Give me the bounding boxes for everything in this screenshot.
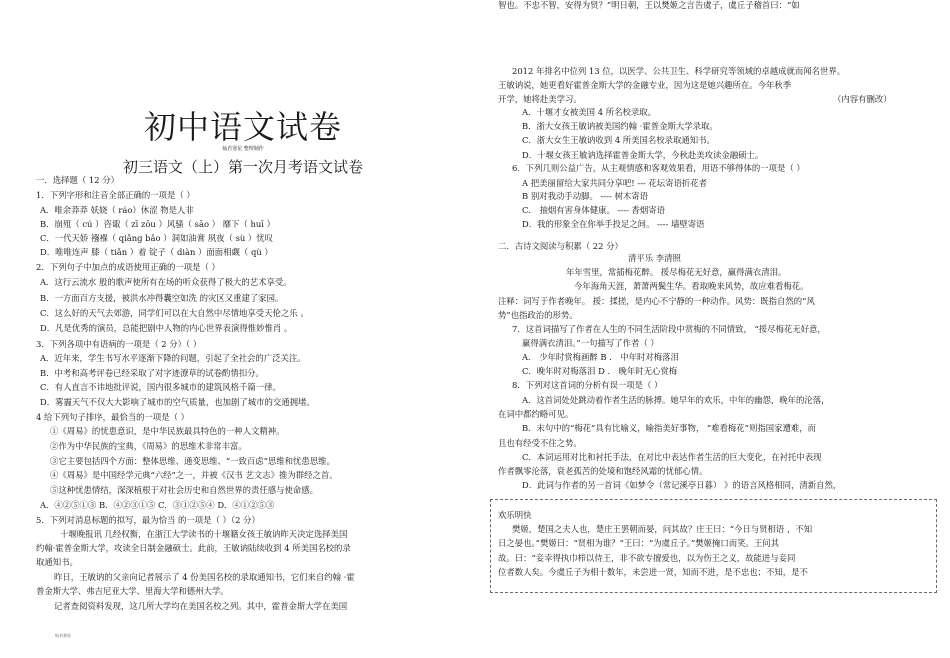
left-text-line: 约翰·霍普金斯大学，攻读全日制金融硕士。此前，王敏讷陆续收到 4 所美国名校的录 [36, 543, 351, 553]
right-text-line: 注释：词写于作者晚年。 挼：揉搓，是内心不宁静的一种动作。风势：既指自然的“风 [498, 296, 815, 306]
left-text-line: A．唯余莽莽 妖娆（ ráo）休涩 物是人非 [40, 205, 194, 215]
left-text-line: 记者查阅资料发现，这几所大学均在美国名校之列。其中，霍普金斯大学在美国 [54, 601, 348, 611]
right-text-line: A． 少年时赏梅画醉 B ． 中年时对梅落泪 [522, 352, 679, 362]
right-text-line: （内容有删改） [833, 94, 892, 104]
left-text-line: D．凡是优秀的演员，总能把剧中人物的内心世界表演得惟妙惟肖 。 [40, 323, 293, 333]
right-text-line: C．浙大女生王敏讷收到 4 所美国名校录取通知书。 [522, 135, 715, 145]
right-text-line: 欢乐明快 [498, 510, 532, 520]
right-text-line: D．十堰女孩王敏讷选择霍普金斯大学，今秋赴美攻读金融硕士。 [522, 150, 764, 160]
right-text-line: 势”也指政治的形势。 [498, 310, 578, 320]
right-text-line: 2012 年排名中位列 13 位，以医学、公共卫生、科学研究等领域的卓越成就而闻名世界。 [512, 66, 846, 76]
left-text-line: 十堰晚报讯 几经权衡，在浙江大学读书的十堰籍女孩王敏讷昨天决定选择美国 [60, 529, 348, 539]
left-text-line: 取通知书。 [36, 557, 78, 567]
right-text-line: 智也。不忠不智，安得为贤？”明日朝，王以樊姬之言告虞子，虞丘子稽首曰：“如 [498, 0, 800, 10]
right-text-line: D．我的形象全在你举手投足之间。 ---- 墙壁寄语 [522, 219, 705, 229]
left-text-line: C．有人直言不讳地批评说，国内很多城市的建筑风格千篇一律。 [40, 382, 281, 392]
right-text-line: 6．下列几则公益广告，从主观情感和客观效果看，用语不够得体的一项是（ ） [512, 163, 805, 173]
right-text-line: 赢得满衣清泪。”一句描写了作者（ ） [522, 338, 659, 348]
left-text-line: A．近年来，学生书写水平逐渐下降的问题，引起了全社会的广泛关注。 [40, 353, 306, 363]
right-text-line: 且也有经受不住之势。 [498, 438, 582, 448]
left-column [18, 0, 468, 658]
right-text-line: C．晚年时对梅落泪 D ． 晚年时无心赏梅 [522, 366, 678, 376]
right-text-line: 今年海角天涯，萧萧两鬓生华。看取晚来风势，故应难看梅花。 [574, 281, 809, 291]
right-text-line: 在词中都约略可见。 [498, 409, 574, 419]
left-text-line: 4 给下列句子排序，最恰当的一项是（ ） [36, 412, 190, 422]
right-text-line: 作者飘零沦落，衰老孤苦的处境和饱经风霜的忧郁心情。 [498, 466, 708, 476]
right-text-line: 王敏讷说，她更看好霍普金斯大学的金融专业，因为这是她兴趣所在。今年秋季 [498, 80, 792, 90]
right-text-line: A．十堰才女被美国 4 所名校录取。 [522, 107, 656, 117]
right-text-line: B．末句中的“梅花”具有比喻义，喻指美好事物， “难看梅花”则指国家遭难，而 [522, 423, 816, 433]
left-text-line: 3．下列各项中有语病的一项是（ 2 分）（ ） [36, 339, 202, 349]
left-text-line: B．一方面百方支援，被洪水冲得囊空如洗 的灾区又重建了家园。 [40, 293, 284, 303]
left-text-line: B．崩殂（ cú ）咨诹（ zī zōu ）风骚（ sāo ） 靡下（ huī ） [40, 219, 275, 229]
right-text-line: 7．这首词描写了作者在人生的不同生活阶段中赏梅的不同情致， “挼尽梅花无好意， [512, 324, 826, 334]
right-text-line: 8．下列对这首词的分析有误一项是（ ） [512, 380, 663, 390]
left-text-line: B．中考和高考评卷已经采取了对字迹潦草的试卷酌情扣分。 [40, 368, 264, 378]
right-text-line: 清平乐 李清照 [628, 253, 681, 263]
left-text-line: A．这行云流水 般的歌声使所有在场的听众获得了极大的艺术享受。 [40, 277, 292, 287]
left-text-line: ⑤这种忧患情结，深深植根于对社会历史和自然世界的责任感与使命感。 [50, 485, 318, 495]
left-text-line: 1．下列字形和注音全部正确的一项是（ ） [36, 190, 195, 200]
left-text-line: ①《周易》的忧患意识，是中华民族最具特色的一种人文精神。 [50, 426, 285, 436]
left-text-line: 5．下列对消息标题的拟写，最为恰当 的一项是（ ）（2 分） [36, 515, 260, 525]
left-text-line: D．雾霾天气不仅大大影响了城市的空气质量，也加剧了城市的交通拥堵。 [40, 397, 315, 407]
left-text-line: ④《周易》是中国经学元典“六经”之一，并被《汉书 艺文志》推为群经之首。 [50, 470, 338, 480]
credits-line: 灿若寒星 整理制作 [222, 146, 264, 152]
left-text-line: 昨日，王敏讷的父亲向记者展示了 4 份美国名校的录取通知书，它们来自约翰 ·霍 [54, 572, 355, 582]
right-text-line: 樊姬，楚国之夫人也，楚庄王罢朝而晏，问其故？庄王曰：“今日与贤相语 ，不知 [512, 524, 813, 534]
left-text-line: 2．下列句子中加点的成语使用正确的一项是（ ） [36, 262, 220, 272]
right-text-line: 日之晏也。”樊姬曰：“贤相为谁？”王曰：“为虞丘子。”樊姬掩口而笑。王问其 [498, 538, 780, 548]
right-text-line: D．此词与作者的另一首词《如梦令（常记溪亭日暮） 》的语言风格相同，清新自然， [522, 480, 842, 490]
right-text-line: 开学，她将赴美学习。 [498, 94, 582, 104]
page-title: 初中语文试卷 [143, 108, 342, 146]
left-text-line: C．这么好的天气去郊游，同学们可以在大自然中尽情地享受天伦之乐 。 [40, 308, 309, 318]
right-text-line: A 把美丽留给大家共同分享吧! --- 花坛寄语折花者 [522, 178, 708, 188]
right-text-line: B 别对我动手动脚。 ---- 树木寄语 [522, 191, 648, 201]
right-text-line: 故。曰：“妾幸得执巾栉以侍王，非不欲专擅爱也，以为伤王之义，故能进与妾同 [498, 553, 796, 563]
left-text-line: D．唯唯连声 膝（ tiǎn ）着 锭子（ diàn ）面面相觑（ qù ） [40, 247, 273, 257]
left-text-line: 普金斯大学、弗吉尼亚大学、里海大学和德州大学。 [36, 586, 229, 596]
left-text-line: ②作为中华民族的宝典，《周易》的思维术非常丰富。 [50, 441, 247, 451]
footer-note: 灿若寒星 [55, 633, 71, 638]
right-text-line: C． 抽烟有害身体健康。 ---- 香烟寄语 [522, 205, 665, 215]
right-column [490, 0, 940, 658]
exam-subtitle: 初三语文（上）第一次月考语文试卷 [122, 158, 363, 176]
right-text-line: C．本词运用对比和衬托手法，在对比中表达作者生活的巨大变化，在衬托中表现 [522, 452, 822, 462]
left-text-line: C．一代天娇 襁褓（ qiǎng bǎo ）洞如油膏 夙夜（ sù ）忧叹 [40, 233, 274, 243]
right-text-line: 二．古诗文阅读与积累（ 22 分） [498, 241, 623, 251]
left-text-line: 一．选择题（ 12 分） [36, 175, 119, 185]
left-text-line: A．④②⑤①③ B．④②③①⑤ C．③①②⑤④ D．④①②⑤③ [40, 500, 275, 510]
right-text-line: 年年雪里，常插梅花醉。 挼尽梅花无好意，赢得满衣清泪。 [566, 267, 787, 277]
right-text-line: B．浙大女孩王敏讷被美国约翰 ·霍普金斯大学录取。 [522, 121, 718, 131]
right-text-line: 位者数人矣。今虞丘子为相十数年，未尝进一贤，知而不进，是不忠也；不知，是不 [498, 567, 808, 577]
right-text-line: A．这首词处处跳动着作者生活的脉搏。她早年的欢乐，中年的幽怨，晚年的沦落， [522, 395, 830, 405]
left-text-line: ③它主要包括四个方面：整体思维、通变思维、“一致百虑”思维和忧患思维。 [50, 456, 335, 466]
